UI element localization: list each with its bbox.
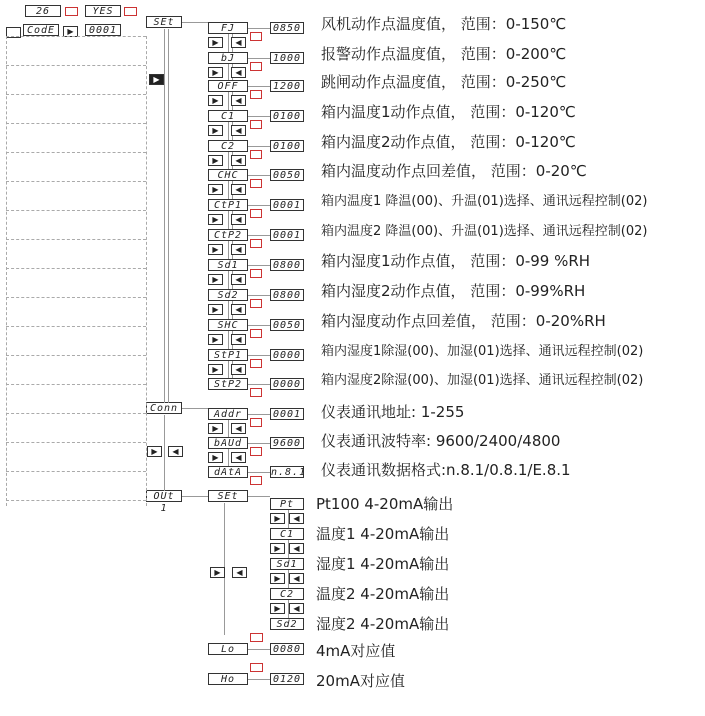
connector-line (248, 235, 270, 236)
param-code: C1 (208, 110, 248, 122)
ent-icon (250, 32, 262, 41)
connector-line (164, 415, 165, 491)
connector-line (248, 265, 270, 266)
right-arrow-icon: ▶ (208, 274, 223, 285)
out-option-code: C2 (270, 588, 304, 600)
left-arrow-icon: ◀ (231, 184, 246, 195)
ent-icon (250, 150, 262, 159)
range-code: Ho (208, 673, 248, 685)
param-code: StP1 (208, 349, 248, 361)
left-arrow-icon: ◀ (231, 244, 246, 255)
connector-line (248, 86, 270, 87)
connector-line (248, 414, 270, 415)
connector-line (164, 29, 165, 403)
param-value: 0800 (270, 289, 304, 301)
grid-line (6, 326, 146, 327)
code-label: CodE (23, 24, 59, 36)
param-code: C2 (208, 140, 248, 152)
param-description: 箱内温度1动作点值， 范围：0-120℃ (321, 103, 576, 121)
param-code: Sd1 (208, 259, 248, 271)
conn-param-description: 仪表通讯数据格式:n.8.1/0.8.1/E.8.1 (321, 461, 571, 479)
conn-param-code: bAUd (208, 437, 248, 449)
ent-icon (250, 663, 263, 672)
connector-line (248, 443, 270, 444)
connector-line (248, 649, 270, 650)
param-value: 0050 (270, 169, 304, 181)
left-arrow-icon: ◀ (289, 573, 304, 584)
set-menu: SEt (146, 16, 182, 28)
connector-line (248, 384, 270, 385)
param-code: FJ (208, 22, 248, 34)
connector-line (248, 175, 270, 176)
param-code: Sd2 (208, 289, 248, 301)
left-arrow-icon: ◀ (231, 37, 246, 48)
right-arrow-icon: ▶ (270, 513, 285, 524)
grid-line (6, 65, 146, 66)
param-code: OFF (208, 80, 248, 92)
param-description: 箱内湿度1除湿(00)、加湿(01)选择、通讯远程控制(02) (321, 344, 644, 359)
connector-line (248, 472, 270, 473)
param-code: StP2 (208, 378, 248, 390)
right-arrow-icon: ▶ (210, 567, 225, 578)
out-option-description: 温度2 4-20mA输出 (316, 585, 450, 603)
range-description: 4mA对应值 (316, 642, 396, 660)
connector-line (182, 496, 208, 497)
grid-line (6, 442, 146, 443)
param-code: CtP2 (208, 229, 248, 241)
left-arrow-icon: ◀ (231, 452, 246, 463)
param-description: 箱内湿度2除湿(00)、加湿(01)选择、通讯远程控制(02) (321, 373, 644, 388)
ent-icon (250, 239, 262, 248)
ent-icon (250, 269, 262, 278)
param-value: 0001 (270, 229, 304, 241)
code-value: 0001 (85, 24, 121, 36)
range-value: 0120 (270, 673, 304, 685)
right-arrow-icon: ▶ (208, 214, 223, 225)
range-code: Lo (208, 643, 248, 655)
conn-menu: Conn (146, 402, 182, 414)
right-arrow-icon: ▶ (208, 452, 223, 463)
right-arrow-icon: ▶ (147, 446, 162, 457)
param-value: 1000 (270, 52, 304, 64)
right-arrow-icon: ▶ (208, 125, 223, 136)
left-arrow-icon: ◀ (231, 334, 246, 345)
left-arrow-icon: ◀ (289, 543, 304, 554)
param-description: 箱内温度2 降温(00)、升温(01)选择、通讯远程控制(02) (321, 224, 648, 239)
left-arrow-icon: ◀ (231, 125, 246, 136)
right-arrow-icon: ▶ (208, 67, 223, 78)
conn-param-value: n.8.1 (271, 467, 307, 478)
param-value: 0000 (270, 378, 304, 390)
right-arrow-icon: ▶ (208, 95, 223, 106)
grid-line (146, 36, 147, 506)
grid-line (6, 268, 146, 269)
conn-param-description: 仪表通讯波特率: 9600/2400/4800 (321, 432, 561, 450)
yes-display: YES (85, 5, 121, 17)
out-option-description: Pt100 4-20mA输出 (316, 495, 454, 513)
left-arrow-icon: ◀ (231, 423, 246, 434)
right-arrow-icon: ▶ (208, 155, 223, 166)
connector-line (248, 325, 270, 326)
param-description: 箱内温度1 降温(00)、升温(01)选择、通讯远程控制(02) (321, 194, 648, 209)
right-arrow-icon: ▶ (149, 74, 164, 85)
connector-line (248, 679, 270, 680)
right-arrow-icon: ▶ (208, 184, 223, 195)
grid-line (6, 152, 146, 153)
grid-line (6, 384, 146, 385)
out-option-code: C1 (270, 528, 304, 540)
param-value: 0000 (270, 349, 304, 361)
left-arrow-icon: ◀ (231, 95, 246, 106)
param-value: 0850 (270, 22, 304, 34)
param-description: 箱内温度动作点回差值， 范围：0-20℃ (321, 162, 587, 180)
param-code: SHC (208, 319, 248, 331)
out-set: SEt (208, 490, 248, 502)
connector-line (248, 146, 270, 147)
param-description: 报警动作点温度值， 范围：0-200℃ (321, 45, 567, 63)
param-code: CHC (208, 169, 248, 181)
connector-line (168, 29, 169, 403)
ent-icon (250, 90, 262, 99)
conn-param-value: 9600 (270, 437, 304, 449)
connector-line (182, 22, 208, 23)
right-arrow-icon: ▶ (270, 573, 285, 584)
connector-line (248, 355, 270, 356)
left-arrow-icon: ◀ (289, 513, 304, 524)
ent-icon (250, 62, 262, 71)
left-arrow-icon: ◀ (231, 155, 246, 166)
ent-icon (250, 299, 262, 308)
param-description: 跳闸动作点温度值， 范围：0-250℃ (321, 73, 567, 91)
left-arrow-icon: ◀ (231, 67, 246, 78)
right-arrow-icon: ▶ (270, 543, 285, 554)
connector-line (182, 408, 208, 409)
left-arrow-icon: ◀ (231, 274, 246, 285)
left-arrow-icon: ◀ (168, 446, 183, 457)
grid-line (6, 36, 7, 506)
grid-line (6, 181, 146, 182)
param-code: bJ (208, 52, 248, 64)
connector-line (248, 28, 270, 29)
left-arrow-icon: ◀ (231, 214, 246, 225)
right-arrow-icon: ▶ (63, 26, 78, 37)
top-number-display: 26 (25, 5, 61, 17)
grid-line (6, 355, 146, 356)
right-arrow-icon: ▶ (208, 334, 223, 345)
range-description: 20mA对应值 (316, 672, 405, 690)
grid-line (6, 471, 146, 472)
ent-icon (250, 633, 263, 642)
right-arrow-icon: ▶ (208, 364, 223, 375)
out-option-description: 温度1 4-20mA输出 (316, 525, 450, 543)
grid-line (6, 123, 146, 124)
ent-icon (250, 388, 262, 397)
ent-icon (250, 476, 262, 485)
param-description: 风机动作点温度值， 范围：0-150℃ (321, 15, 567, 33)
conn-param-code: dAtA (208, 466, 248, 478)
left-arrow-icon: ◀ (231, 364, 246, 375)
param-code: CtP1 (208, 199, 248, 211)
ent-icon (250, 209, 262, 218)
grid-line (6, 239, 146, 240)
param-value: 0800 (270, 259, 304, 271)
ent-icon (250, 120, 262, 129)
grid-line (6, 94, 146, 95)
connector-line (248, 116, 270, 117)
ent-icon (250, 447, 262, 456)
connector-line (248, 295, 270, 296)
ent-icon (250, 329, 262, 338)
param-value: 0100 (270, 140, 304, 152)
right-arrow-icon: ▶ (208, 244, 223, 255)
key-icon (65, 7, 78, 16)
right-arrow-icon: ▶ (208, 37, 223, 48)
out-option-code: Sd2 (270, 618, 304, 630)
out-option-code: Pt (270, 498, 304, 510)
right-arrow-icon: ▶ (208, 304, 223, 315)
conn-param-value: 0001 (270, 408, 304, 420)
connector-line (248, 205, 270, 206)
param-description: 箱内湿度动作点回差值， 范围：0-20%RH (321, 312, 606, 330)
grid-line (6, 210, 146, 211)
grid-line (6, 36, 146, 37)
key-icon (124, 7, 137, 16)
range-value: 0080 (270, 643, 304, 655)
left-arrow-icon: ◀ (232, 567, 247, 578)
out-option-description: 湿度1 4-20mA输出 (316, 555, 450, 573)
param-value: 1200 (270, 80, 304, 92)
conn-param-code: Addr (208, 408, 248, 420)
param-description: 箱内温度2动作点值， 范围：0-120℃ (321, 133, 576, 151)
param-value: 0001 (270, 199, 304, 211)
param-value: 0050 (270, 319, 304, 331)
param-value: 0100 (270, 110, 304, 122)
conn-param-description: 仪表通讯地址: 1-255 (321, 403, 465, 421)
left-arrow-icon: ◀ (231, 304, 246, 315)
out-menu: OUt 1 (146, 490, 182, 502)
connector-line (248, 58, 270, 59)
ent-icon (250, 179, 262, 188)
grid-line (6, 297, 146, 298)
ent-icon (250, 359, 262, 368)
right-arrow-icon: ▶ (270, 603, 285, 614)
out-option-description: 湿度2 4-20mA输出 (316, 615, 450, 633)
right-arrow-icon: ▶ (208, 423, 223, 434)
param-description: 箱内湿度2动作点值， 范围：0-99%RH (321, 282, 586, 300)
out-option-code: Sd1 (270, 558, 304, 570)
left-arrow-icon: ◀ (289, 603, 304, 614)
connector-line (248, 496, 270, 497)
ent-icon (250, 418, 262, 427)
param-description: 箱内湿度1动作点值， 范围：0-99 %RH (321, 252, 591, 270)
grid-line (6, 413, 146, 414)
grid-line (6, 500, 146, 501)
